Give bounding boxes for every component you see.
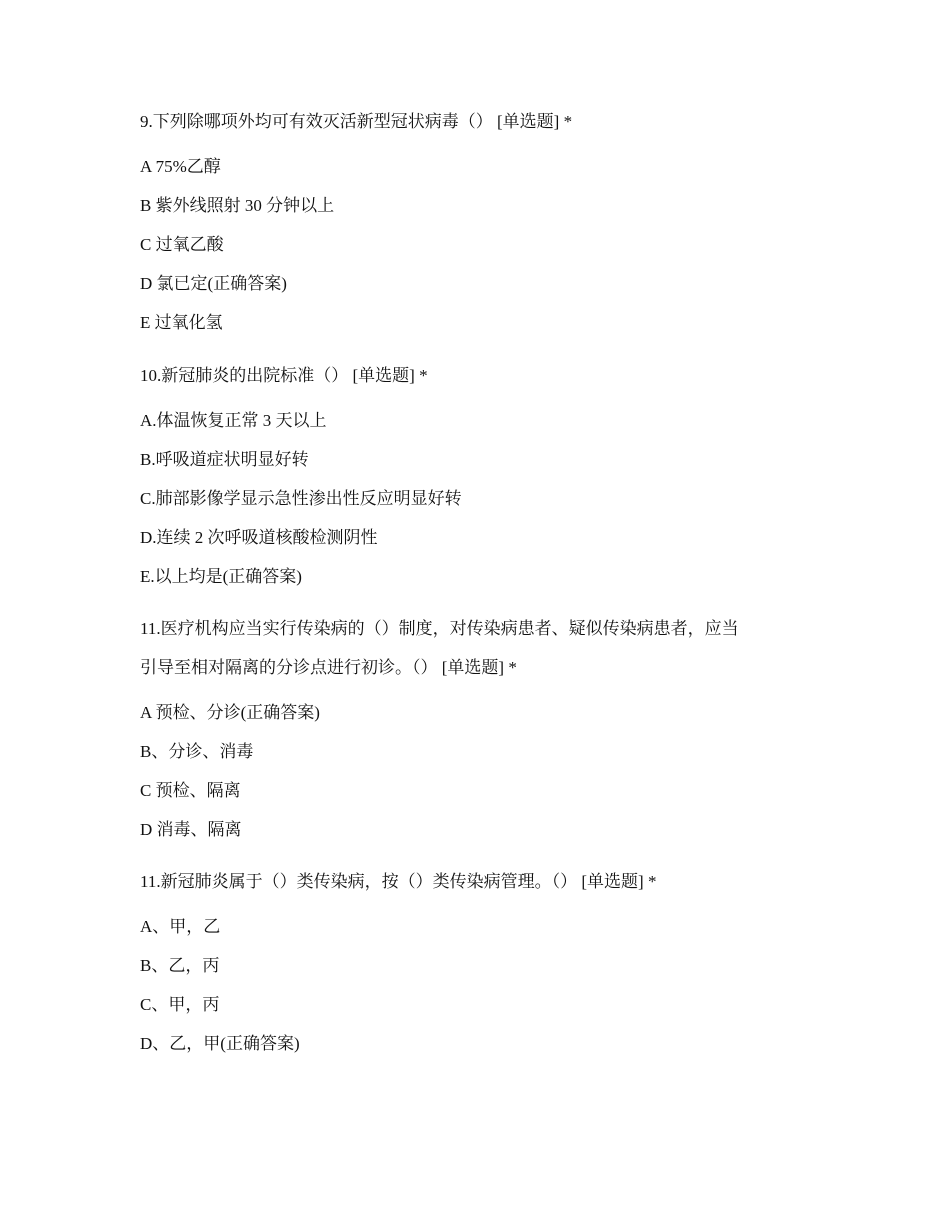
option-e: E 过氧化氢 (140, 313, 223, 332)
option-a: A.体温恢复正常 3 天以上 (140, 411, 327, 430)
option-b: B、分诊、消毒 (140, 742, 254, 761)
option-c: C、甲，丙 (140, 995, 220, 1014)
option-d: D 消毒、隔离 (140, 820, 242, 839)
option-c: C 过氧乙酸 (140, 235, 224, 254)
question-9 (140, 102, 572, 342)
question-title: 10.新冠肺炎的出院标准（） [单选题] * (140, 366, 428, 385)
question-11-classification (140, 862, 656, 1063)
option-b: B 紫外线照射 30 分钟以上 (140, 196, 335, 215)
option-b: B.呼吸道症状明显好转 (140, 450, 309, 469)
option-e: E.以上均是(正确答案) (140, 567, 302, 586)
question-title-line-1: 11.医疗机构应当实行传染病的（）制度，对传染病患者、疑似传染病患者，应当 (140, 619, 739, 638)
option-a: A、甲，乙 (140, 917, 221, 936)
option-d: D.连续 2 次呼吸道核酸检测阴性 (140, 528, 378, 547)
option-a: A 75%乙醇 (140, 157, 221, 176)
question-11-triage (140, 609, 739, 849)
option-d: D、乙，甲(正确答案) (140, 1034, 300, 1053)
question-title: 11.新冠肺炎属于（）类传染病，按（）类传染病管理。（） [单选题] * (140, 872, 657, 891)
option-c: C.肺部影像学显示急性渗出性反应明显好转 (140, 489, 462, 508)
option-c: C 预检、隔离 (140, 781, 241, 800)
option-d: D 氯已定(正确答案) (140, 274, 287, 293)
option-b: B、乙，丙 (140, 956, 220, 975)
question-title-line-2: 引导至相对隔离的分诊点进行初诊。（） [单选题] * (140, 658, 517, 677)
question-10 (140, 356, 462, 596)
option-a: A 预检、分诊(正确答案) (140, 703, 320, 722)
question-title: 9.下列除哪项外均可有效灭活新型冠状病毒（） [单选题] * (140, 112, 573, 131)
